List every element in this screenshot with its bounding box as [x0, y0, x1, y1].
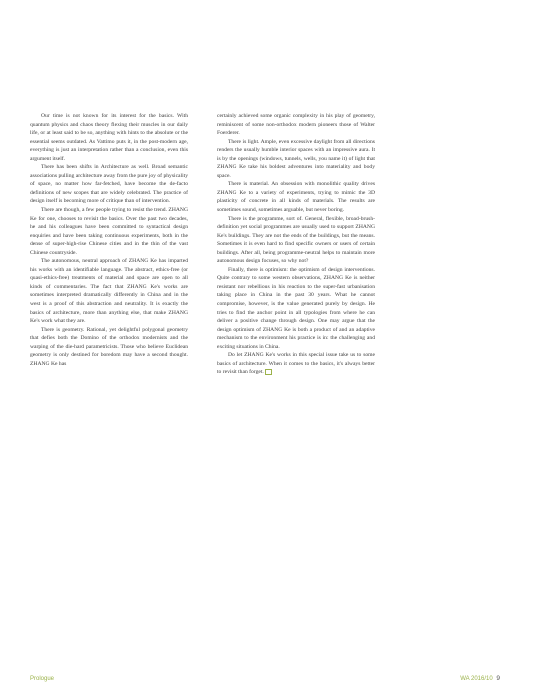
square-end-mark-icon — [265, 369, 272, 375]
footer-section-label: Prologue — [30, 676, 55, 682]
footer-issue-label: WA 2016/10 — [460, 676, 493, 682]
paragraph: The autonomous, neutral approach of ZHANG Ke has imparted his works with an identifiable language. The abstract, ethics-free (or quasi-ethics-free) treatments of material and space are open to all kinds of commentaries. The fact that ZHANG Ke's works are sometimes interpreted dramatically differently in China and in the west is a proof of this abstraction and neutrality. It is exactly the basics of architecture, more than anything else, that make ZHANG Ke's work what they are. — [30, 258, 188, 325]
paragraph: There is the programme, sort of. General, flexible, broad-brush-definition yet social programmes are usually used to support ZHANG Ke's buildings. They are not the ends of the buildings, but the means. Sometimes it is even hard to find specific owners or users of certain buildings. After all, being programme-neutral helps to maintain more autonomous design focuses, so why not? — [217, 215, 375, 265]
paragraph: There is geometry. Rational, yet delightful polygonal geometry that defies both the Domino of the orthodox modernists and the warping of the die-hard parametricists. Those who believe Euclidean geometry is only destined for boredom may have a second thought. ZHANG Ke has — [30, 326, 188, 367]
paragraph: Finally, there is optimism: the optimism of design interventions. Quite contrary to some western observations, ZHANG Ke is neither resistant nor rebellious in his reaction to the super-fast urbanisation taking place in China in the past 30 years. What he cannot compromise, however, is the value generated purely by design. He tries to find the anchor point in all typologies from where he can deliver a positive change through design. One may argue that the design optimism of ZHANG Ke is both a product of and an adaptive mechanism to the environment his practice is in: the challenging and exciting situations in China. — [217, 266, 375, 350]
paragraph-final — [217, 351, 375, 377]
paragraph: There are though, a few people trying to resist the trend. ZHANG Ke for one, chooses to revisit the basics. Over the past two decades, he and his colleagues have been committed to syntactical design enquiries and have been taking continuous experiments, both in the dense of super-high-rise Chinese cities and in the thin of the vast Chinese countryside. — [30, 207, 188, 256]
footer-issue — [460, 675, 500, 682]
page-number: 9 — [496, 675, 500, 682]
paragraph-final-text: Do let ZHANG Ke's works in this special issue take us to some basics of architecture. When it comes to the basics, it's always better to revisit than forget. — [217, 352, 375, 376]
paragraph: There is light. Ample, even excessive daylight from all directions renders the usually humble interior spaces with an impressive aura. It is by the openings (windows, tunnels, wells, you name it) of light that ZHANG Ke take his boldest adventures into materiality and body space. — [217, 138, 375, 179]
paragraph: There is material. An obsession with monolithic quality drives ZHANG Ke to a variety of experiments, trying to mimic the 3D plasticity of concrete in all kinds of materials. The results are sometimes sound, sometimes arguable, but never boring. — [217, 181, 375, 214]
article-column-right — [217, 112, 375, 377]
paragraph: There has been shifts in Architecture as well. Broad semantic associations pulling architecture away from the pure joy of physicality of space, no matter how far-fetched, have become the de-facto definitions of new scopes that are widely celebrated. The practice of design itself is becoming more of critique than of intervention. — [30, 164, 188, 205]
article-column-left — [30, 112, 188, 368]
paragraph: Our time is not known for its interest for the basics. With quantum physics and chaos theory flexing their muscles in our daily life, or at least said to be so, anything with hints to the absolute or the essential seems outdated. As Vattimo puts it, in the post-modern age, everything is just an interpretation rather than a conclusion, even this argument itself. — [30, 113, 188, 162]
paragraph-continued: certainly achieved some organic complexity in his play of geometry, reminiscent of some non-orthodox modern pioneers those of Walter Foerderer. — [217, 113, 375, 137]
